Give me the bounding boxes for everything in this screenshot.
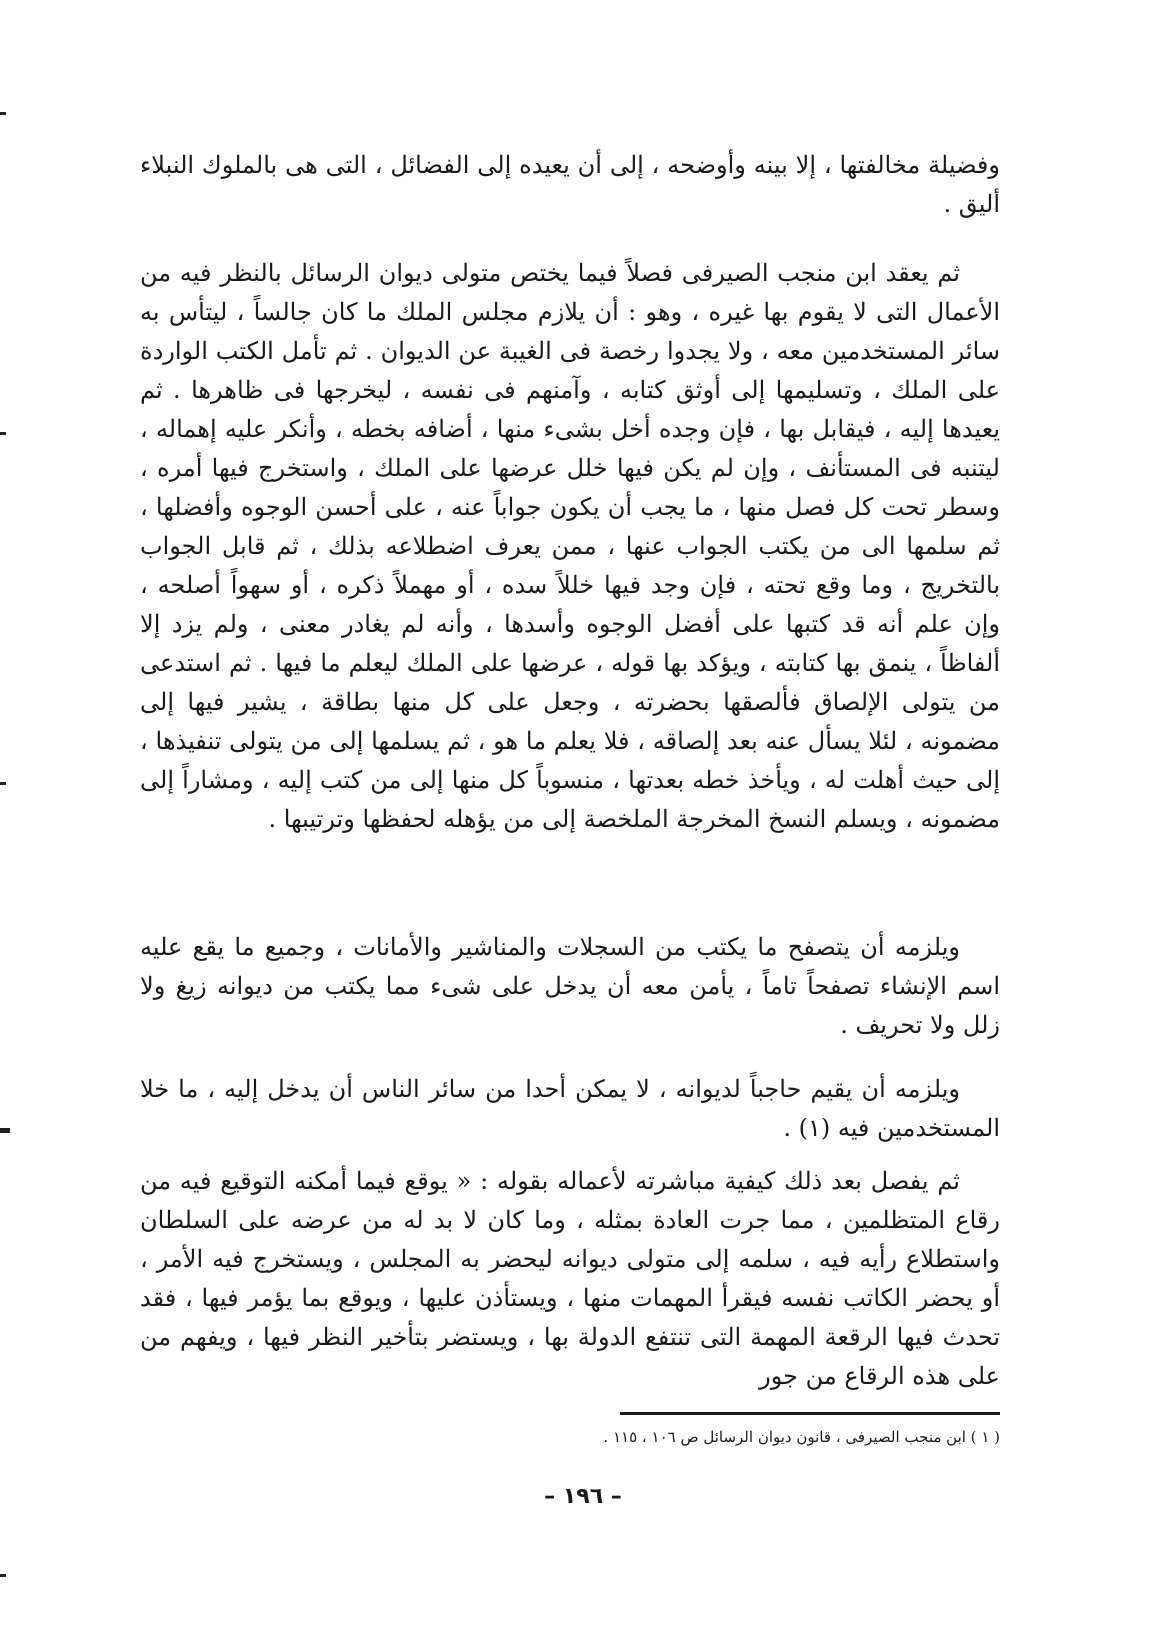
scan-mark xyxy=(0,782,6,785)
footnote: ( ١ ) ابن منجب الصيرفى ، قانون ديوان الرسائل ص ١٠٦ ، ١١٥ . xyxy=(603,1428,1000,1446)
paragraph: ثم يفصل بعد ذلك كيفية مباشرته لأعماله بقوله : « يوقع فيما أمكنه التوقيع فيه من رقاع المتظلمين ، مما جرت العادة بمثله ، وما كان لا بد له من عرضه على السلطان واستطلاع رأيه فيه ، سلمه إلى متولى ديوانه ليحضر به المجلس ، ويستخرج فيه الأمر ، أو يحضر الكاتب نفسه فيقرأ المهمات منها ، ويستأذن عليها ، ويوقع بما يؤمر فيها ، فقد تحدث فيها الرقعة المهمة التى تنتفع الدولة بها ، ويستضر بتأخير النظر فيها ، ويفهم من على هذه الرقاع من جور xyxy=(140,1167,1000,1390)
paragraph: ويلزمه أن يتصفح ما يكتب من السجلات والمناشير والأمانات ، وجميع ما يقع عليه اسم الإنشاء تصفحاً تاماً ، يأمن معه أن يدخل على شىء مما يكتب من ديوانه زيغ ولا زلل ولا تحريف . xyxy=(140,933,1000,1039)
paragraph: ثم يعقد ابن منجب الصيرفى فصلاً فيما يختص متولى ديوان الرسائل بالنظر فيه من الأعمال التى لا يقوم بها غيره ، وهو : أن يلازم مجلس الملك ما كان جالساً ، ليتأس به سائر المستخدمين معه ، ولا يجدوا رخصة فى الغيبة عن الديوان . ثم تأمل الكتب الواردة على الملك ، وتسليمها إلى أوثق كتابه ، وآمنهم فى نفسه ، ليخرجها فى ظاهرها . ثم يعيدها إليه ، فيقابل بها ، فإن وجده أخل بشىء منها ، أضافه بخطه ، وأنكر عليه إهماله ، ليتنبه فى المستأنف ، وإن لم يكن فيها خلل عرضها على الملك ، واستخرج فيها أمره ، وسطر تحت كل فصل منها ، ما يجب أن يكون جواباً عنه ، على أحسن الوجوه وأفضلها ، ثم سلمها الى من يكتب الجواب عنها ، ممن يعرف اضطلاعه بذلك ، ثم قابل الجواب بالتخريج ، وما وقع تحته ، فإن وجد فيها خللاً سده ، أو مهملاً ذكره ، أو سهواً أصلحه ، وإن علم أنه قد كتبها على أفضل الوجوه وأسدها ، وأنه لم يغادر معنى ، ولم يزد إلا ألفاظاً ، ينمق بها كتابته ، ويؤكد بها قوله ، عرضها على الملك ليعلم ما فيها . ثم استدعى من يتولى الإلصاق فألصقها بحضرته ، وجعل على كل منها بطاقة ، يشير فيها إلى مضمونه ، لئلا يسأل عنه بعد إلصاقه ، فلا يعلم ما هو ، ثم يسلمها إلى من يتولى تنفيذها ، إلى حيث أهلت له ، ويأخذ خطه بعدتها ، منسوباً كل منها إلى من كتب إليه ، ومشاراً إلى مضمونه ، ويسلم النسخ المخرجة الملخصة إلى من يؤهله لحفظها وترتيبها . xyxy=(140,259,1001,833)
scan-mark xyxy=(0,432,6,435)
page-number: – ١٩٦ – xyxy=(544,1484,622,1509)
paragraph: وفضيلة مخالفتها ، إلا بينه وأوضحه ، إلى أن يعيده إلى الفضائل ، التى هى بالملوك النبلاء أليق . xyxy=(140,151,1000,218)
body-text-block xyxy=(140,254,1000,839)
scan-mark xyxy=(0,1128,10,1133)
body-text-block xyxy=(140,1162,1000,1396)
body-text-block xyxy=(140,146,1000,224)
scan-mark xyxy=(0,112,6,115)
body-text-block xyxy=(140,1070,1000,1148)
scan-mark xyxy=(0,1574,6,1577)
footnote-divider xyxy=(620,1412,1000,1415)
body-text-block xyxy=(140,928,1000,1045)
paragraph: ويلزمه أن يقيم حاجباً لديوانه ، لا يمكن أحدا من سائر الناس أن يدخل إليه ، ما خلا المستخدمين فيه (١) . xyxy=(140,1075,1000,1142)
